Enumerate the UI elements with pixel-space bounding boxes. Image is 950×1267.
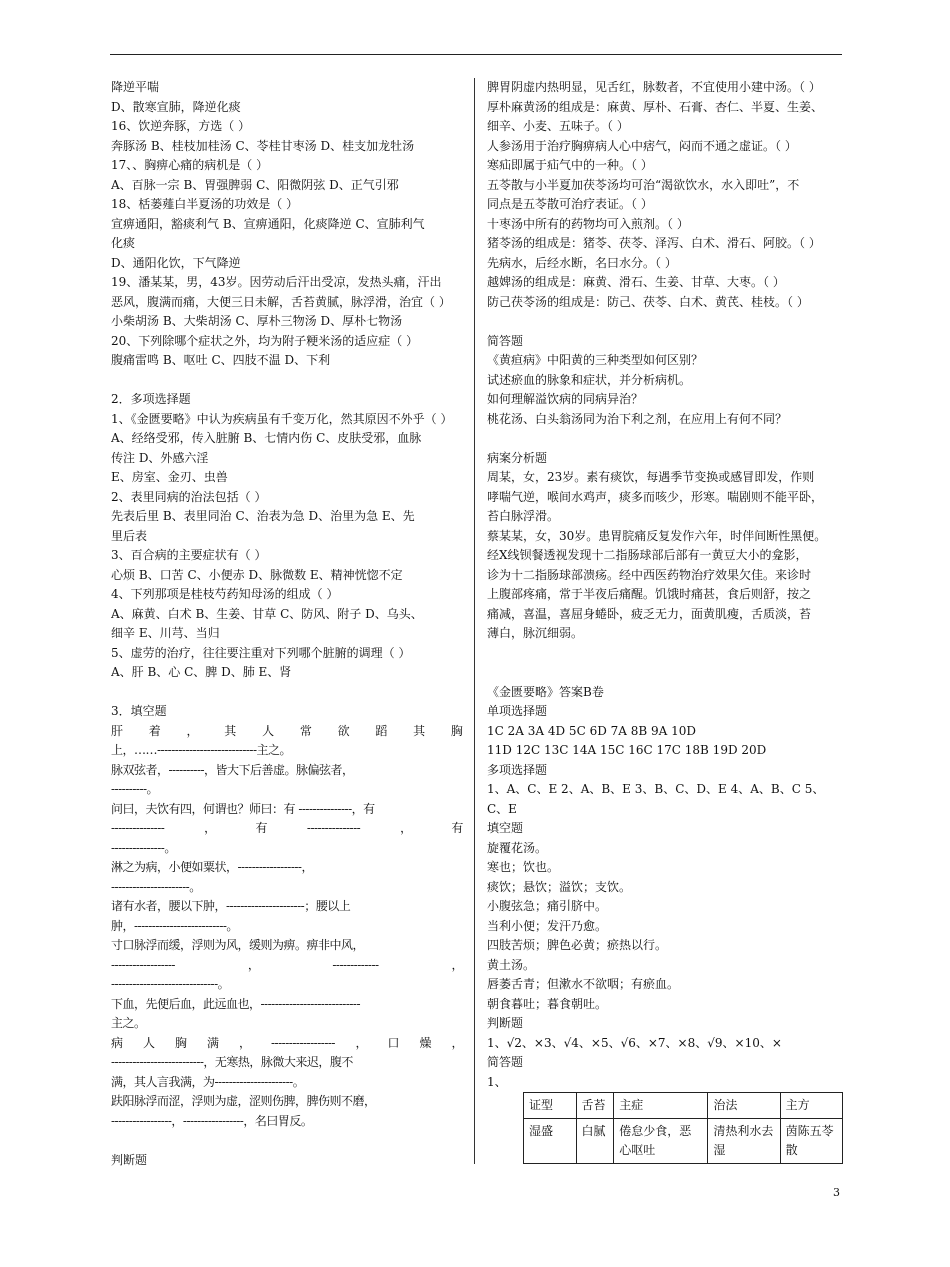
question-line: 小柴胡汤 B、大柴胡汤 C、厚朴三物汤 D、厚朴七物汤: [111, 314, 403, 328]
fill-line: 肿，--------------------------。: [111, 918, 238, 933]
header-rule: [110, 54, 842, 55]
fill-segment: ，: [451, 1035, 463, 1050]
question-line: 腹痛雷鸣 B、呕吐 C、四肢不温 D、下利: [111, 353, 331, 367]
answer-table: [523, 1092, 843, 1164]
question-line: 宣痹通阳，豁痰利气 B、宣痹通阳，化痰降逆 C、宣肺利气: [111, 216, 425, 231]
fill-segment: 其: [224, 723, 237, 738]
fill-segment: 胸: [175, 1035, 187, 1050]
question-line: 3、百合病的主要症状有（ ）: [111, 548, 267, 562]
table-cell: 白腻: [576, 1119, 614, 1164]
question-line: 细辛 E、川芎、当归: [111, 626, 220, 640]
judge-line: 寒疝即属于疝气中的一种。（ ）: [487, 158, 653, 172]
answer-line: 多项选择题: [487, 762, 548, 777]
case-line: 痛减，喜温，喜屈身蜷卧，疲乏无力，面黄肌瘦，舌质淡，苔: [487, 606, 812, 621]
fill-segment: ---------------: [306, 821, 361, 835]
fill-blank-title: 3．填空题: [111, 704, 167, 718]
case-line: 苔白脉浮滑。: [487, 509, 560, 523]
table-header-cell: 主症: [614, 1093, 708, 1119]
fill-line: ----------。: [111, 782, 159, 796]
judge-line: 越婢汤的组成是：麻黄、滑石、生姜、甘草、大枣。（ ）: [487, 275, 785, 289]
answer-line: 当利小便；发汗乃愈。: [487, 918, 608, 933]
question-line: 奔豚汤 B、桂枝加桂汤 C、苓桂甘枣汤 D、桂支加龙牡汤: [111, 138, 415, 153]
fill-line: 趺阳脉浮而涩，浮则为虚，涩则伤脾，脾伤则不磨，: [111, 1094, 376, 1108]
answer-line: 痰饮；悬饮；溢饮；支饮。: [487, 879, 632, 894]
question-line: D、通阳化饮，下气降逆: [111, 255, 241, 270]
fill-segment: 人: [143, 1035, 155, 1050]
question-line: A、肝 B、心 C、脾 D、肺 E、肾: [111, 665, 292, 679]
fill-line: 主之。: [111, 1016, 146, 1030]
page-number: 3: [833, 1186, 840, 1199]
answer-line: 填空题: [487, 821, 524, 835]
judge-section: [487, 78, 843, 312]
question-line: 化痰: [111, 236, 136, 250]
right-column: [487, 78, 843, 1164]
short-answer-line: 《黄疸病》中阳黄的三种类型如何区别？: [487, 353, 704, 367]
question-line: 传注 D、外感六淫: [111, 450, 209, 465]
question-line: 18、栝蒌薤白半夏汤的功效是（ ）: [111, 197, 299, 211]
fill-segment: 病: [111, 1035, 123, 1050]
fill-segment: 有: [451, 821, 463, 835]
judge-line: 同点是五苓散可治疗表证。（ ）: [487, 197, 653, 211]
answer-key-title: 《金匮要略》答案B卷: [487, 684, 604, 699]
fill-line: 诸有水者，腰以下肿，----------------------；腰以上: [111, 899, 351, 913]
column-divider: [474, 78, 475, 1164]
left-column: [111, 78, 463, 1170]
answer-line: 黄土汤。: [487, 957, 536, 972]
answer-line: 简答题: [487, 1055, 524, 1069]
short-answer-line: 如何理解溢饮病的同病异治？: [487, 392, 644, 406]
judge-line: 防己茯苓汤的组成是：防己、茯苓、白术、黄芪、桂枝。（ ）: [487, 294, 809, 309]
answer-line: 小腹弦急；痛引脐中。: [487, 899, 608, 913]
question-line: 恶风，腹满而痛，大便三日未解，舌苔黄腻，脉浮滑，治宜（ ）: [111, 294, 451, 309]
fill-line: [111, 819, 463, 839]
judge-line: 先病水，后经水断，名曰水分。（ ）: [487, 255, 677, 270]
fill-segment: 常: [299, 723, 312, 738]
question-line: 先表后里 B、表里同治 C、治表为急 D、治里为急 E、先: [111, 509, 415, 523]
fill-segment: 肝: [111, 723, 124, 738]
fill-segment: ------------------: [111, 957, 175, 972]
table-cell: 湿盛: [524, 1119, 577, 1164]
question-line: 2、表里同病的治法包括（ ）: [111, 489, 267, 504]
question-line: 5、虚劳的治疗，往往要注重对下列哪个脏腑的调理（ ）: [111, 645, 411, 660]
judge-line: 细辛、小麦、五味子。（ ）: [487, 119, 629, 133]
question-line: 2．多项选择题: [111, 392, 191, 406]
question-line: 16、饮逆奔豚，方选（ ）: [111, 119, 251, 133]
single-choice-continued: [111, 78, 463, 371]
fill-segment: 燥: [419, 1035, 431, 1050]
fill-line: [111, 722, 463, 742]
judge-line: 脾胃阴虚内热明显，见舌红，脉数者，不宜使用小建中汤。（ ）: [487, 80, 821, 94]
multiple-choice-section: [111, 390, 463, 683]
short-answer-line: 试述瘀血的脉象和症状，并分析病机。: [487, 372, 692, 387]
short-answer-section: [487, 351, 843, 429]
judge-title: 判断题: [111, 1152, 148, 1167]
case-analysis-section: [487, 468, 843, 644]
fill-segment: 人: [262, 723, 275, 738]
case-line: 薄白，脉沉细弱。: [487, 626, 584, 640]
fill-segment: ------------------: [271, 1035, 335, 1050]
answer-line: 11D 12C 13C 14A 15C 16C 17C 18B 19D 20D: [487, 743, 767, 757]
fill-line: [111, 1034, 463, 1054]
fill-line: --------------------------，无寒热，脉微大来迟，腹不: [111, 1055, 353, 1069]
fill-line: 满，其人言我满，为----------------------。: [111, 1074, 305, 1089]
fill-segment: 有: [255, 821, 268, 835]
answer-line: 1C 2A 3A 4D 5C 6D 7A 8B 9A 10D: [487, 723, 697, 738]
fill-line: 寸口脉浮而缓，浮则为风，缓则为痹。痹非中风，: [111, 938, 365, 952]
answer-line: 四肢苦烦；脾色必黄；瘀热以行。: [487, 938, 668, 952]
question-line: 里后表: [111, 528, 148, 543]
fill-segment: ，: [247, 957, 260, 972]
fill-segment: 胸: [450, 723, 463, 738]
fill-segment: 满: [207, 1035, 219, 1050]
answer-line: 寒也；饮也。: [487, 860, 560, 874]
judge-line: 五苓散与小半夏加茯苓汤均可治“渴欲饮水，水入即吐”，不: [487, 177, 800, 192]
fill-line: 脉双弦者，----------，皆大下后善虚。脉偏弦者，: [111, 762, 354, 777]
fill-segment: -------------: [332, 957, 379, 972]
judge-line: 猪苓汤的组成是：猪苓、茯苓、泽泻、白术、滑石、阿胶。（ ）: [487, 236, 821, 250]
table-header-cell: 舌苔: [576, 1093, 614, 1119]
case-line: 诊为十二指肠球部溃疡。经中西医药物治疗效果欠佳。来诊时: [487, 567, 812, 582]
case-line: 周某，女，23岁。素有痰饮，每遇季节变换或感冒即发，作则: [487, 470, 815, 484]
fill-line: [111, 956, 463, 976]
answer-line: 唇萎舌青；但漱水不欲咽；有瘀血。: [487, 977, 680, 991]
answer-line: 单项选择题: [487, 704, 548, 718]
case-line: 经X线钡餐透视发现十二指肠球部后部有一黄豆大小的龛影，: [487, 548, 808, 562]
case-line: 哮喘气逆，喉间水鸡声，痰多而咳少，形寒。喘剧则不能平卧，: [487, 489, 824, 504]
case-analysis-title: 病案分析题: [487, 450, 548, 465]
table-cell: 倦怠少食，恶心呕吐: [614, 1119, 708, 1164]
fill-segment: ，: [186, 723, 199, 738]
short-answer-line: 桃花汤、白头翁汤同为治下利之剂，在应用上有何不同？: [487, 411, 788, 426]
fill-segment: ，: [355, 1035, 367, 1050]
answer-line: 1、: [487, 1074, 507, 1089]
fill-line: -----------------，-----------------，名曰胃反。: [111, 1113, 313, 1128]
fill-line: 问曰，夫饮有四，何谓也？师曰：有 ---------------，有: [111, 801, 375, 816]
question-line: 17、、胸痹心痛的病机是（ ）: [111, 158, 269, 172]
answer-line: C、E: [487, 801, 517, 816]
table-header-cell: 治法: [708, 1093, 780, 1119]
answer-line: 1、√2、×3、√4、×5、√6、×7、×8、√9、×10、×: [487, 1035, 782, 1050]
fill-segment: 着: [148, 723, 161, 738]
judge-line: 人参汤用于治疗胸痹病人心中痞气，闷而不通之虚证。（ ）: [487, 138, 797, 153]
fill-line: ---------------。: [111, 840, 176, 855]
fill-segment: ，: [239, 1035, 251, 1050]
question-line: 心烦 B、口苦 C、小便赤 D、脉微数 E、精神恍惚不定: [111, 567, 403, 582]
fill-segment: ---------------: [111, 821, 165, 835]
short-answer-title: 简答题: [487, 333, 524, 348]
answer-line: 1、A、C、E 2、A、B、E 3、B、C、D、E 4、A、B、C 5、: [487, 782, 825, 796]
fill-line: ------------------------------。: [111, 977, 230, 991]
question-line: A、麻黄、白术 B、生姜、甘草 C、防风、附子 D、乌头、: [111, 606, 423, 621]
question-line: 4、下列那项是桂枝芍药知母汤的组成（ ）: [111, 587, 339, 601]
answer-line: 朝食暮吐；暮食朝吐。: [487, 996, 608, 1011]
fill-line: ----------------------。: [111, 879, 201, 894]
fill-line: 上，……----------------------------主之。: [111, 743, 292, 757]
fill-blank-section: [111, 722, 463, 1132]
judge-line: 厚朴麻黄汤的组成是：麻黄、厚朴、石膏、杏仁、半夏、生姜、: [487, 99, 824, 114]
answer-line: 旋覆花汤。: [487, 840, 548, 855]
fill-segment: 其: [413, 723, 426, 738]
answer-key-section: [487, 702, 843, 1092]
question-line: E、房室、金刃、虫兽: [111, 470, 228, 484]
case-line: 蔡某某，女，30岁。患胃脘痛反复发作六年，时伴间断性黑便。: [487, 528, 827, 543]
question-line: 20、下列除哪个症状之外，均为附子粳米汤的适应症（ ）: [111, 333, 419, 348]
fill-segment: ，: [400, 821, 412, 835]
fill-segment: ，: [204, 821, 216, 835]
case-line: 上腹部疼痛，常于半夜后痛醒。饥饿时痛甚，食后则舒，按之: [487, 587, 812, 601]
question-line: A、百脉一宗 B、胃强脾弱 C、阳微阴弦 D、正气引邪: [111, 177, 399, 192]
fill-segment: 蹈: [375, 723, 388, 738]
table-row: [524, 1119, 843, 1164]
table-cell: 茵陈五苓散: [780, 1119, 842, 1164]
table-header-cell: 主方: [780, 1093, 842, 1119]
question-line: 1、《金匮要略》中认为疾病虽有千变万化，然其原因不外乎（ ）: [111, 411, 453, 426]
table-cell: 清热利水去湿: [708, 1119, 780, 1164]
question-line: D、散寒宣肺，降逆化痰: [111, 99, 241, 114]
fill-segment: 口: [387, 1035, 399, 1050]
fill-line: 淋之为病，小便如粟状，------------------，: [111, 860, 313, 874]
question-line: 降逆平喘: [111, 80, 160, 94]
answer-line: 判断题: [487, 1016, 524, 1030]
question-line: A、经络受邪，传入脏腑 B、七情内伤 C、皮肤受邪，血脉: [111, 431, 422, 445]
fill-line: 下血，先便后血，此远血也，----------------------------: [111, 996, 361, 1011]
table-header-cell: 证型: [524, 1093, 577, 1119]
table-header-row: [524, 1093, 843, 1119]
fill-segment: ，: [451, 957, 463, 972]
judge-line: 十枣汤中所有的药物均可入煎剂。（ ）: [487, 216, 689, 231]
question-line: 19、潘某某，男，43岁。因劳动后汗出受凉，发热头痛，汗出: [111, 275, 442, 289]
fill-segment: 欲: [337, 723, 350, 738]
